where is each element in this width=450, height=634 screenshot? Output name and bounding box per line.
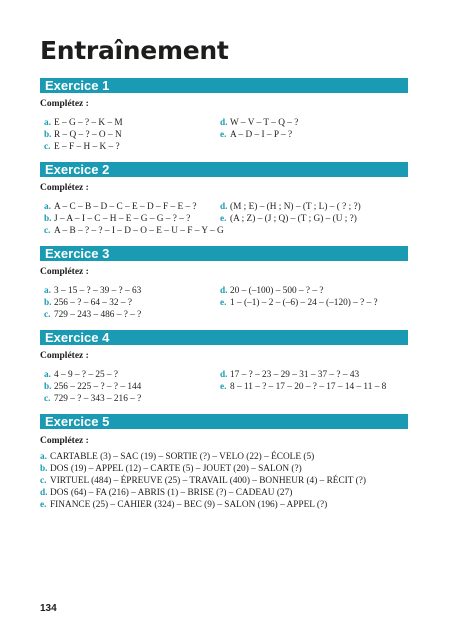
exercise-5-item-e — [40, 500, 327, 510]
item-text: W – V – T – Q – ? — [230, 118, 299, 128]
item-letter: c. — [44, 394, 51, 404]
item-letter: a. — [44, 286, 51, 296]
item-letter: e. — [220, 298, 227, 308]
exercise-3-item-e — [220, 298, 378, 308]
exercise-3-heading: Exercice 3 — [40, 246, 408, 261]
item-text: J – A – I – C – H – E – G – G – ? – ? — [54, 214, 191, 224]
exercise-3-item-b — [44, 298, 132, 308]
item-letter: d. — [220, 202, 228, 212]
item-text: 4 – 9 – ? – 25 – ? — [54, 370, 119, 380]
item-text: VIRTUEL (484) – ÉPREUVE (25) – TRAVAIL (400) – BONHEUR (4) – RÉCIT (?) — [50, 476, 366, 486]
item-text: 256 – 225 – ? – ? – 144 — [54, 382, 142, 392]
exercise-4-heading: Exercice 4 — [40, 330, 408, 345]
item-text: (A ; Z) – (J ; Q) – (T ; G) – (U ; ?) — [230, 214, 357, 224]
item-letter: c. — [40, 476, 47, 486]
exercise-5-item-c — [40, 476, 366, 486]
exercise-3-item-c — [44, 310, 141, 320]
exercise-4-item-e — [220, 382, 386, 392]
exercise-2-item-e — [220, 214, 357, 224]
item-text: 17 – ? – 23 – 29 – 31 – 37 – ? – 43 — [230, 370, 360, 380]
item-text: CARTABLE (3) – SAC (19) – SORTIE (?) – VELO (22) – ÉCOLE (5) — [50, 452, 315, 462]
exercise-4-instruction: Complétez : — [40, 351, 89, 361]
exercise-2-instruction: Complétez : — [40, 183, 89, 193]
item-letter: c. — [44, 226, 51, 236]
page-title: Entraînement — [40, 36, 229, 65]
exercise-1-instruction: Complétez : — [40, 99, 89, 109]
exercise-2-item-b — [44, 214, 190, 224]
exercise-5-item-b — [40, 464, 302, 474]
item-letter: a. — [44, 118, 51, 128]
exercise-3-item-a — [44, 286, 141, 296]
item-text: 20 – (–100) – 500 – ? – ? — [230, 286, 324, 296]
exercise-2-item-c — [44, 226, 224, 236]
exercise-2-heading: Exercice 2 — [40, 162, 408, 177]
exercise-5-heading: Exercice 5 — [40, 414, 408, 429]
page-number: 134 — [40, 603, 57, 614]
item-text: FINANCE (25) – CAHIER (324) – BEC (9) – SALON (196) – APPEL (?) — [50, 500, 328, 510]
exercise-1-item-c — [44, 142, 120, 152]
exercise-4-item-d — [220, 370, 359, 380]
item-letter: b. — [44, 382, 52, 392]
item-text: 3 – 15 – ? – 39 – ? – 63 — [54, 286, 142, 296]
exercise-2-item-d — [220, 202, 361, 212]
item-letter: b. — [40, 464, 48, 474]
item-letter: d. — [220, 286, 228, 296]
exercise-3-item-d — [220, 286, 323, 296]
exercise-3-instruction: Complétez : — [40, 267, 89, 277]
exercise-5-item-a — [40, 452, 314, 462]
item-text: E – G – ? – K – M — [54, 118, 123, 128]
exercise-4-item-a — [44, 370, 118, 380]
item-letter: c. — [44, 142, 51, 152]
item-letter: e. — [40, 500, 47, 510]
item-letter: d. — [220, 370, 228, 380]
exercise-4-item-c — [44, 394, 141, 404]
item-text: A – B – ? – ? – I – D – O – E – U – F – Y – G — [54, 226, 224, 236]
item-letter: c. — [44, 310, 51, 320]
item-letter: a. — [40, 452, 47, 462]
exercise-1-item-b — [44, 130, 122, 140]
item-letter: e. — [220, 214, 227, 224]
exercise-1-item-d — [220, 118, 298, 128]
exercise-5-item-d — [40, 488, 292, 498]
item-text: A – D – I – P – ? — [230, 130, 293, 140]
exercise-1-heading: Exercice 1 — [40, 78, 408, 93]
item-text: A – C – B – D – C – E – D – F – E – ? — [54, 202, 197, 212]
item-letter: b. — [44, 298, 52, 308]
exercise-4-item-b — [44, 382, 141, 392]
item-letter: a. — [44, 370, 51, 380]
item-text: (M ; E) – (H ; N) – (T ; L) – ( ? ; ?) — [230, 202, 361, 212]
item-text: DOS (19) – APPEL (12) – CARTE (5) – JOUET (20) – SALON (?) — [50, 464, 302, 474]
item-letter: b. — [44, 130, 52, 140]
exercise-2-item-a — [44, 202, 197, 212]
item-letter: a. — [44, 202, 51, 212]
exercise-1-item-a — [44, 118, 123, 128]
item-text: 8 – 11 – ? – 17 – 20 – ? – 17 – 14 – 11 – 8 — [230, 382, 387, 392]
item-letter: e. — [220, 130, 227, 140]
item-text: 256 – ? – 64 – 32 – ? — [54, 298, 132, 308]
item-letter: d. — [220, 118, 228, 128]
item-letter: d. — [40, 488, 48, 498]
item-text: 729 – ? – 343 – 216 – ? — [54, 394, 142, 404]
item-text: DOS (64) – FA (216) – ABRIS (1) – BRISE (?) – CADEAU (27) — [50, 488, 293, 498]
item-text: 1 – (–1) – 2 – (–6) – 24 – (–120) – ? – ? — [230, 298, 378, 308]
exercise-5-instruction: Complétez : — [40, 436, 89, 446]
item-letter: b. — [44, 214, 52, 224]
item-text: R – Q – ? – O – N — [54, 130, 122, 140]
item-text: E – F – H – K – ? — [54, 142, 120, 152]
item-text: 729 – 243 – 486 – ? – ? — [54, 310, 142, 320]
item-letter: e. — [220, 382, 227, 392]
exercise-1-item-e — [220, 130, 292, 140]
